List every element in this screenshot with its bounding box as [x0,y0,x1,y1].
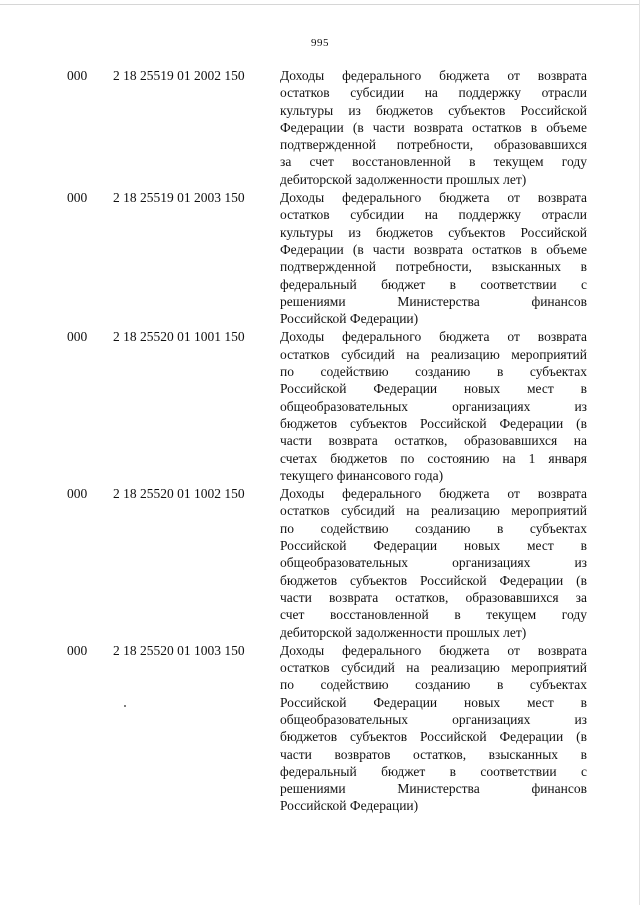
revenue-description [280,67,587,188]
description-line: Федерации (в части возврата остатков в объеме [280,119,587,135]
description-line: Российской Федерации) [280,798,419,814]
description-line: остатков субсидии на поддержку отрасли [280,207,587,223]
description-line: по содействию созданию в субъектах [280,520,587,536]
budget-classification-code: 2 18 25519 01 2002 150 [113,68,245,83]
table-row [0,485,640,641]
description-line: счет восстановленной в текущем году [280,607,587,623]
description-line: Российской Федерации новых мест в [280,381,587,397]
description-line: федеральный бюджет в соответствии с [280,276,587,292]
budget-classification-code: 2 18 25520 01 1001 150 [113,329,245,345]
description-line: остатков субсидий на реализацию мероприятий [280,503,587,519]
description-line: части возврата остатков, образовавшихся за [280,589,587,605]
description-line: счетах бюджетов по состоянию на 1 января [280,450,587,466]
description-line: решениями Министерства финансов [280,781,587,797]
description-line: текущего финансового года) [280,467,444,483]
description-line: остатков субсидий на реализацию мероприятий [280,346,587,362]
description-line: Доходы федерального бюджета от возврата [280,329,587,345]
description-line: бюджетов субъектов Российской Федерации (в [280,415,587,431]
description-line: бюджетов субъектов Российской Федерации (в [280,729,587,745]
scan-speck [124,705,126,707]
description-line: Российской Федерации новых мест в [280,694,587,710]
admin-code: 000 [67,486,88,502]
table-row [0,67,640,188]
revenue-description [280,189,587,327]
admin-code: 000 [67,642,88,658]
description-line: бюджетов субъектов Российской Федерации (в [280,572,587,588]
description-line: Доходы федерального бюджета от возврата [280,486,587,502]
description-line: по содействию созданию в субъектах [280,364,587,380]
scan-edge-top [0,4,640,5]
description-line: части возвратов остатков, взысканных в [280,746,587,762]
page-number: 995 [311,37,329,49]
description-line: за счет восстановленной в текущем году [280,154,587,170]
budget-classification-code: 2 18 25519 01 2003 150 [113,190,245,206]
budget-classification-code: 2 18 25520 01 1003 150 [113,642,245,658]
table-row [0,189,640,327]
admin-code: 000 [67,68,88,83]
description-line: Доходы федерального бюджета от возврата [280,68,587,83]
admin-code: 000 [67,329,88,345]
revenue-description [280,485,587,641]
description-line: общеобразовательных организациях из [280,398,587,414]
description-line: дебиторской задолженности прошлых лет) [280,624,527,640]
budget-code-table [0,67,640,816]
description-line: решениями Министерства финансов [280,293,587,309]
description-line: культуры из бюджетов субъектов Российской [280,102,587,118]
description-line: общеобразовательных организациях из [280,555,587,571]
admin-code: 000 [67,190,88,206]
description-line: дебиторской задолженности прошлых лет) [280,171,527,187]
description-line: общеобразовательных организациях из [280,711,587,727]
description-line: остатков субсидий на реализацию мероприятий [280,660,587,676]
table-row [0,328,640,484]
table-row [0,642,640,815]
description-line: остатков субсидии на поддержку отрасли [280,85,587,101]
description-line: подтвержденной потребности, взысканных в [280,259,587,275]
revenue-description [280,328,587,484]
description-line: федеральный бюджет в соответствии с [280,763,587,779]
description-line: Российской Федерации) [280,311,419,327]
description-line: подтвержденной потребности, образовавшихся [280,137,587,153]
description-line: Доходы федерального бюджета от возврата [280,190,587,206]
description-line: части возврата остатков, образовавшихся на [280,433,587,449]
description-line: Доходы федерального бюджета от возврата [280,642,587,658]
revenue-description [280,642,587,815]
budget-classification-code: 2 18 25520 01 1002 150 [113,486,245,502]
description-line: Федерации (в части возврата остатков в объеме [280,241,587,257]
description-line: культуры из бюджетов субъектов Российской [280,224,587,240]
description-line: Российской Федерации новых мест в [280,538,587,554]
description-line: по содействию созданию в субъектах [280,677,587,693]
